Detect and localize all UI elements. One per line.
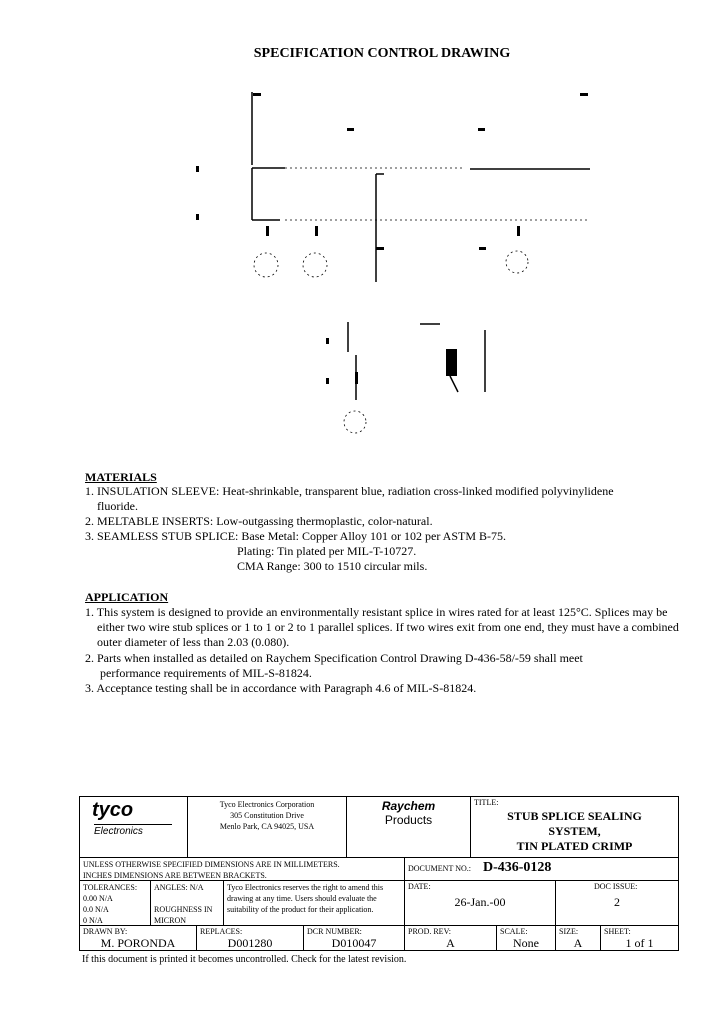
- title-cell: TITLE: STUB SPLICE SEALING SYSTEM, TIN PLATED CRIMP: [470, 796, 679, 858]
- drawn-by-cell: DRAWN BY: M. PORONDA: [79, 925, 197, 951]
- materials-item: 1. INSULATION SLEEVE: Heat-shrinkable, transparent blue, radiation cross-linked modified polyvinylidene: [85, 484, 614, 498]
- angles-roughness: ANGLES: N/A ROUGHNESS IN MICRON: [150, 880, 224, 926]
- application-heading: APPLICATION: [85, 590, 169, 604]
- doc-issue-cell: DOC ISSUE: 2: [555, 880, 679, 926]
- dcr-number-cell: DCR NUMBER: D010047: [303, 925, 405, 951]
- tolerances: TOLERANCES: 0.00 N/A 0.0 N/A 0 N/A: [79, 880, 151, 926]
- date-cell: DATE: 26-Jan.-00: [404, 880, 556, 926]
- disclaimer: Tyco Electronics reserves the right to amend this drawing at any time. Users should evaluate the suitability of the product for their application.: [223, 880, 405, 926]
- application-item: either two wire stub splices or 1 to 1 or 2 to 1 parallel splices. If two wires exit from one end, they must have a combined: [97, 620, 679, 634]
- company-address: Tyco Electronics Corporation 305 Constitution Drive Menlo Park, CA 94025, USA: [187, 796, 347, 858]
- splice-drawing: [0, 0, 720, 460]
- tyco-logo: tyco Electronics: [79, 796, 188, 858]
- materials-item: CMA Range: 300 to 1510 circular mils.: [237, 559, 428, 573]
- replaces-cell: REPLACES: D001280: [196, 925, 304, 951]
- application-item: 1. This system is designed to provide an environmentally resistant splice in wires rated for at least 125°C. Splices may be: [85, 605, 668, 619]
- scale-cell: SCALE: None: [496, 925, 556, 951]
- sheet-cell: SHEET: 1 of 1: [600, 925, 679, 951]
- raychem-brand: Raychem Products: [346, 796, 471, 858]
- page-title: SPECIFICATION CONTROL DRAWING: [253, 46, 511, 61]
- document-number: DOCUMENT NO.: D-436-0128: [404, 857, 679, 881]
- dimensions-note: UNLESS OTHERWISE SPECIFIED DIMENSIONS ARE IN MILLIMETERS. INCHES DIMENSIONS ARE BETWEEN BRACKETS.: [79, 857, 405, 881]
- prod-rev-cell: PROD. REV: A: [404, 925, 497, 951]
- size-cell: SIZE: A: [555, 925, 601, 951]
- application-item: 3. Acceptance testing shall be in accordance with Paragraph 4.6 of MIL-S-81824.: [85, 681, 477, 695]
- application-item: outer diameter of less than 2.03 (0.080).: [97, 635, 290, 649]
- materials-heading: MATERIALS: [85, 470, 157, 484]
- materials-item: fluoride.: [97, 499, 138, 513]
- materials-item: 3. SEAMLESS STUB SPLICE: Base Metal: Copper Alloy 101 or 102 per ASTM B-75.: [85, 529, 507, 543]
- materials-item: 2. MELTABLE INSERTS: Low-outgassing thermoplastic, color-natural.: [85, 514, 433, 528]
- application-item: 2. Parts when installed as detailed on Raychem Specification Control Drawing D-436-58/-59 shall meet: [85, 651, 583, 665]
- application-item: performance requirements of MIL-S-81824.: [100, 666, 312, 680]
- materials-item: Plating: Tin plated per MIL-T-10727.: [237, 544, 417, 558]
- footer-note: If this document is printed it becomes uncontrolled. Check for the latest revision.: [82, 954, 407, 965]
